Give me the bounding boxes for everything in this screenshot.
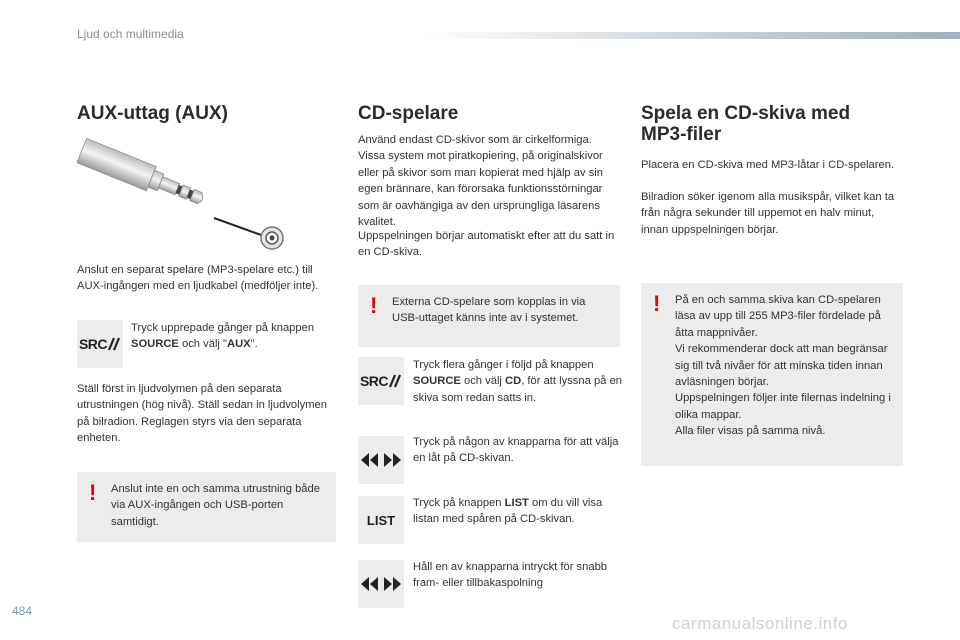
cd-source-instruction: Tryck flera gånger i följd på knappen SOURCE och välj CD, för att lyssna på en skiva som redan satts in. (413, 359, 622, 404)
list-label: LIST (366, 512, 396, 528)
mp3-insert-text: Placera en CD-skiva med MP3-låtar i CD-spelaren. (641, 159, 895, 171)
cd-intro-text: Använd endast CD-skivor som är cirkelformiga. Vissa system mot piratkopiering, på originalskivor eller på skivor som man kopierat med hjälp av sin egen brännare, kan förorsaka funktionsstörningar som är oavhängiga av den ursprungliga läsarens kvalitet. (358, 134, 603, 229)
header-bar (420, 32, 960, 39)
page-number: 484 (12, 604, 33, 618)
cd-autoplay-text: Uppspelningen börjar automatiskt efter att du satt in en CD-skiva. (358, 230, 615, 259)
src-label: SRC (78, 336, 108, 352)
src-label: SRC (359, 373, 389, 389)
mp3-title: Spela en CD-skiva med MP3-filer (641, 103, 851, 145)
cd-hold-instruction: Håll en av knapparna intryckt för snabb fram- eller tillbakaspolning (413, 561, 608, 590)
watermark: carmanualsonline.info (672, 614, 848, 633)
aux-source-button[interactable] (77, 320, 123, 368)
section-header: Ljud och multimedia (77, 27, 184, 41)
track-skip-buttons[interactable] (358, 436, 404, 484)
cd-warning-text: Externa CD-spelare som kopplas in via USB-uttaget känns inte av i systemet. (392, 296, 586, 325)
fast-forward-rewind-buttons[interactable] (358, 560, 404, 608)
skip-arrows-icon (361, 452, 401, 468)
aux-intro-text: Anslut en separat spelare (MP3-spelare etc.) till AUX-ingången med en ljudkabel (medföljer inte). (77, 264, 319, 293)
mp3-info-note (641, 283, 903, 466)
source-icon (107, 337, 121, 351)
cd-track-instruction: Tryck på någon av knapparna för att välja en låt på CD-skivan. (413, 436, 619, 465)
mp3-note-text: På en och samma skiva kan CD-spelaren läsa av upp till 255 MP3-filer fördelade på åtta mappnivåer. Vi rekommenderar dock att man begränsar sig till två nivåer för att minska tiden innan avläsningen börjar. Uppspelningen följer inte filernas indelning i olika mappar. Alla filer visas på samma nivå. (675, 294, 891, 438)
cd-source-button[interactable] (358, 357, 404, 405)
list-button[interactable] (358, 496, 404, 544)
cd-list-instruction: Tryck på knappen LIST om du vill visa listan med spåren på CD-skivan. (413, 497, 603, 526)
cd-title: CD-spelare (358, 103, 459, 124)
warning-icon: ! (370, 293, 378, 318)
aux-title: AUX-uttag (AUX) (77, 103, 228, 124)
warning-icon: ! (89, 480, 97, 505)
source-icon (388, 374, 402, 388)
cd-warning-note (358, 285, 620, 347)
aux-volume-text: Ställ först in ljudvolymen på den separata utrustningen (hög nivå). Ställ sedan in ljudvolymen på bilradion. Reglagen styrs via den separata enheten. (77, 383, 327, 445)
skip-arrows-icon (361, 576, 401, 592)
aux-source-instruction: Tryck upprepade gånger på knappen SOURCE och välj "AUX". (131, 322, 315, 351)
warning-icon: ! (653, 291, 661, 316)
aux-jack-illustration (72, 128, 302, 253)
aux-warning-text: Anslut inte en och samma utrustning både via AUX-ingången och USB-porten samtidigt. (111, 483, 320, 528)
aux-warning-note (77, 472, 336, 542)
mp3-search-text: Bilradion söker igenom alla musikspår, vilket kan ta från några sekunder till uppemot en halv minut, innan uppspelningen börjar. (641, 191, 895, 236)
